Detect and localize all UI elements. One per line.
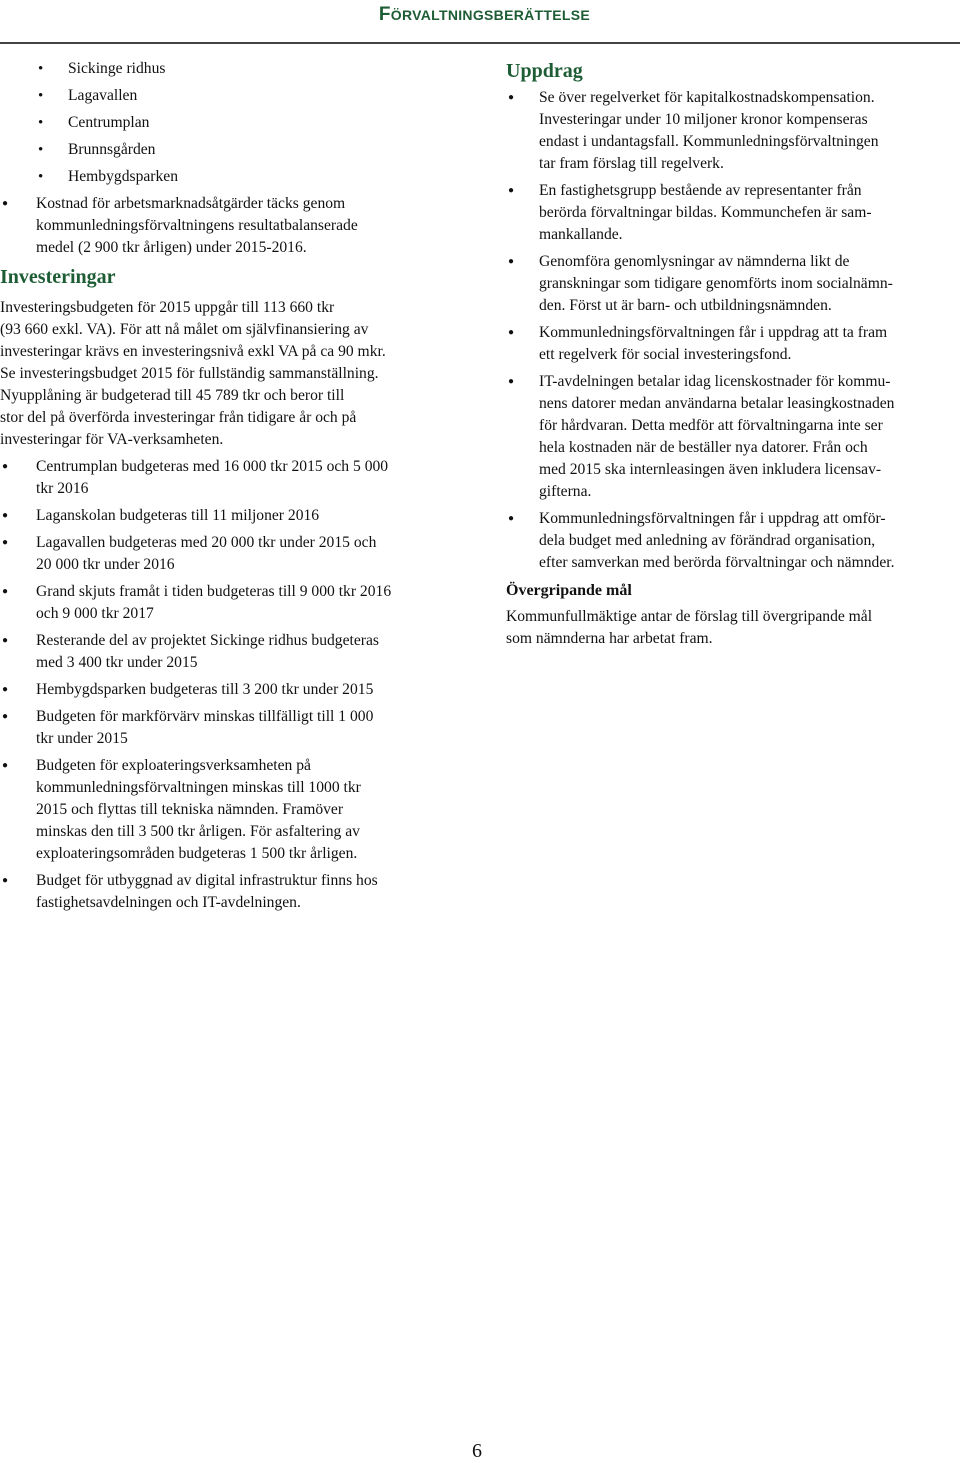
header-divider: [0, 42, 960, 44]
text-line: ● Kommunledningsförvaltningen får i uppdrag att ta fram: [539, 324, 888, 341]
heading-uppdrag: Uppdrag: [506, 60, 583, 82]
list-item: • Hembygdsparken: [38, 166, 470, 193]
text-line: ● IT-avdelningen betalar idag licenskostnader för kommu-: [539, 373, 891, 390]
text-line: för hårdvaran. Detta medför att förvaltningarna inte ser: [539, 417, 883, 434]
bullet-item: [506, 251, 960, 317]
goals-paragraph: [506, 606, 960, 650]
text-line: ● En fastighetsgrupp bestående av representanter från: [539, 182, 862, 199]
investment-bullets: [0, 456, 470, 914]
bullet-item: [0, 532, 470, 576]
text-line: tkr under 2015: [36, 730, 128, 747]
text-line: efter samverkan med berörda förvaltningar och nämnder.: [539, 554, 895, 571]
text-line: som nämnderna har arbetat fram.: [506, 630, 713, 647]
heading-overgripande-mal: Övergripande mål: [506, 582, 632, 599]
assignment-bullets: [506, 87, 960, 574]
bullet-item: [506, 371, 960, 503]
text-line: exploateringsområden budgeteras 1 500 tkr årligen.: [36, 845, 358, 862]
bullet-item: [0, 870, 470, 914]
text-line: investeringar för VA-verksamheten.: [0, 431, 224, 448]
text-line: granskningar som tidigare genomförts inom socialnämn-: [539, 275, 893, 292]
text-line: ● Grand skjuts framåt i tiden budgeteras till 9 000 tkr 2016: [36, 583, 392, 600]
text-line: minskas den till 3 500 tkr årligen. För asfaltering av: [36, 823, 360, 840]
text-line: med 3 400 tkr under 2015: [36, 654, 198, 671]
section-header-title: [379, 4, 590, 26]
left-column: [0, 58, 470, 919]
bullet-item: [0, 706, 470, 750]
bullet-item: [0, 581, 470, 625]
text-line: kommunledningsförvaltningen minskas till 1000 tkr: [36, 779, 361, 796]
text-line: ett regelverk för social investeringsfond.: [539, 346, 792, 363]
text-line: ● Resterande del av projektet Sickinge ridhus budgeteras: [36, 632, 379, 649]
text-line: ● Kommunledningsförvaltningen får i uppdrag att omför-: [539, 510, 886, 527]
text-line: ● Centrumplan budgeteras med 16 000 tkr 2015 och 5 000: [36, 458, 389, 475]
text-line: ● Budget för utbyggnad av digital infrastruktur finns hos: [36, 872, 378, 889]
project-sublist: [38, 58, 470, 193]
text-line: hela kostnaden när de beställer nya datorer. Från och: [539, 439, 868, 456]
list-item: • Sickinge ridhus: [38, 58, 470, 85]
right-column: [506, 58, 960, 650]
text-line: Investeringar under 10 miljoner kronor kompenseras: [539, 111, 868, 128]
text-line: ● Laganskolan budgeteras till 11 miljoner 2016: [36, 507, 320, 524]
text-line: Se investeringsbudget 2015 för fullständig sammanställning.: [0, 365, 379, 382]
bullet-item: [0, 679, 470, 701]
text-line: (93 660 exkl. VA). För att nå målet om självfinansiering av: [0, 321, 369, 338]
text-line: tar fram förslag till regelverk.: [539, 155, 724, 172]
text-line: 20 000 tkr under 2016: [36, 556, 175, 573]
header-rest: ÖRVALTNINGSBERÄTTELSE: [390, 7, 590, 23]
text-line: ● Budgeten för exploateringsverksamheten på: [36, 757, 311, 774]
text-line: nens datorer medan användarna betalar leasingkostnaden: [539, 395, 895, 412]
text-line: mankallande.: [539, 226, 623, 243]
text-line: berörda förvaltningar bildas. Kommunchefen är sam-: [539, 204, 872, 221]
text-line: stor del på överförda investeringar från tidigare år och på: [0, 409, 357, 426]
text-line: ● Se över regelverket för kapitalkostnadskompensation.: [539, 89, 875, 106]
text-line: Kommunfullmäktige antar de förslag till övergripande mål: [506, 608, 873, 625]
bullet-item: [0, 755, 470, 865]
bullet-item: [0, 630, 470, 674]
bullet-item: [506, 180, 960, 246]
text-line: tkr 2016: [36, 480, 89, 497]
text-line: ● Kostnad för arbetsmarknadsåtgärder täcks genom: [36, 195, 346, 212]
text-line: ● Budgeten för markförvärv minskas tillfälligt till 1 000: [36, 708, 374, 725]
text-line: gifterna.: [539, 483, 592, 500]
text-line: endast i undantagsfall. Kommunledningsförvaltningen: [539, 133, 879, 150]
list-item: • Centrumplan: [38, 112, 470, 139]
bullet-item: [506, 322, 960, 366]
bullet-item: [0, 456, 470, 500]
bullet-item: [0, 193, 470, 259]
text-line: med 2015 ska internleasingen även inkludera licensav-: [539, 461, 882, 478]
investment-paragraph: [0, 297, 470, 451]
text-line: ● Genomföra genomlysningar av nämnderna likt de: [539, 253, 850, 270]
text-line: ● Lagavallen budgeteras med 20 000 tkr under 2015 och: [36, 534, 377, 551]
text-line: Nyupplåning är budgeterad till 45 789 tkr och beror till: [0, 387, 345, 404]
text-line: ● Hembygdsparken budgeteras till 3 200 tkr under 2015: [36, 681, 374, 698]
text-line: 2015 och flyttas till tekniska nämnden. Framöver: [36, 801, 344, 818]
text-line: Investeringsbudgeten för 2015 uppgår till 113 660 tkr: [0, 299, 335, 316]
text-line: dela budget med anledning av förändrad organisation,: [539, 532, 876, 549]
bullet-item: [0, 505, 470, 527]
list-item: • Lagavallen: [38, 85, 470, 112]
list-item: • Brunnsgården: [38, 139, 470, 166]
text-line: den. Först ut är barn- och utbildningsnämnden.: [539, 297, 832, 314]
bullet-item: [506, 508, 960, 574]
text-line: kommunledningsförvaltningens resultatbalanserade: [36, 217, 358, 234]
text-line: och 9 000 tkr 2017: [36, 605, 154, 622]
text-line: investeringar krävs en investeringsnivå exkl VA på ca 90 mkr.: [0, 343, 386, 360]
text-line: medel (2 900 tkr årligen) under 2015-2016.: [36, 239, 307, 256]
text-line: fastighetsavdelningen och IT-avdelningen.: [36, 894, 301, 911]
heading-investeringar: Investeringar: [0, 266, 116, 288]
page-number: 6: [472, 1440, 482, 1462]
header-initial: F: [378, 4, 391, 25]
bullet-item: [506, 87, 960, 175]
